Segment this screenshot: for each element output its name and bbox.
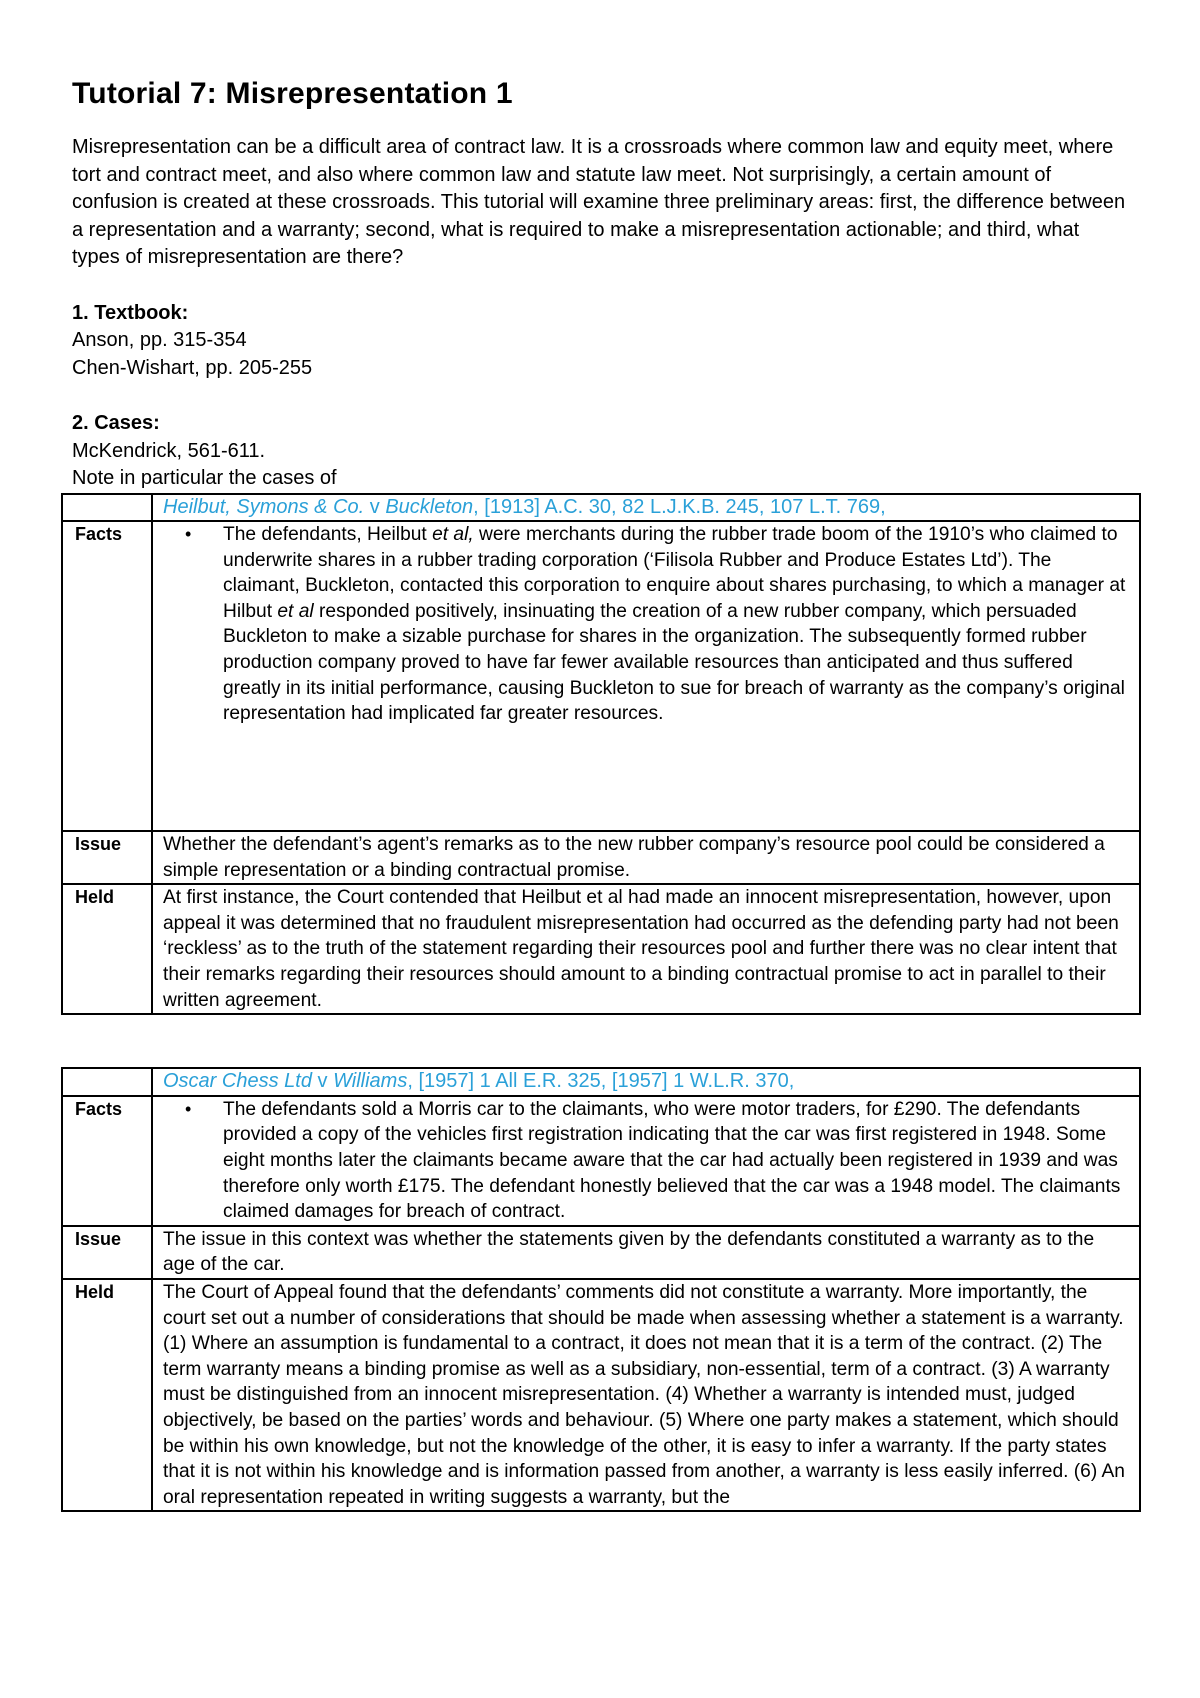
cases-reference: McKendrick, 561-611. (72, 439, 266, 462)
held-text: At first instance, the Court contended that Heilbut et al had made an innocent misrepresentation, however, upon appeal it was determined that no fraudulent misrepresentation had occurred as the defending party had not been ‘reckless’ as to the truth of the statement regarding their resources pool and further there was no clear intent that their remarks regarding their resources should amount to a binding contractual promise to act in parallel to their written agreement. (152, 884, 1140, 1014)
issue-text: Whether the defendant’s agent’s remarks as to the new rubber company’s resource pool could be considered a simple representation or a binding contractual promise. (152, 831, 1140, 884)
issue-text: The issue in this context was whether the statements given by the defendants constituted a warranty as to the age of the car. (152, 1226, 1140, 1279)
party-name: Oscar Chess Ltd (163, 1070, 312, 1093)
facts-row (62, 521, 1140, 831)
case-citation (152, 494, 1140, 522)
facts-row (62, 1096, 1140, 1226)
issue-row (62, 1226, 1140, 1279)
page-title: Tutorial 7: Misrepresentation 1 (72, 77, 513, 110)
bullet-item (163, 1097, 1131, 1225)
held-row (62, 884, 1140, 1014)
facts-label: Facts (62, 521, 152, 831)
held-text: The Court of Appeal found that the defendants’ comments did not constitute a warranty. More importantly, the court set out a number of considerations that should be made when assessing whether a statement is a warranty. (1) Where an assumption is fundamental to a contract, it does not mean that it is a term of the contract. (2) The term warranty means a binding promise as well as a subsidiary, non-essential, term of a contract. (3) A warranty must be distinguished from an innocent misrepresentation. (4) Whether a warranty is intended must, judged objectively, be based on the parties’ words and behaviour. (5) Where one party makes a statement, which should be within his own knowledge, but not the knowledge of the other, it is easy to infer a warranty. If the party states that it is not within his knowledge and is information passed from another, a warranty is less easily inferred. (6) An oral representation repeated in writing suggests a warranty, but the (152, 1279, 1140, 1511)
text-run: responded positively, insinuating the creation of a new rubber company, which persuaded Buckleton to make a sizable purchase for shares in the organization. The subsequently formed rubber production company proved to have far fewer available resources than anticipated and thus suffered greatly in its initial performance, causing Buckleton to sue for breach of warranty as the company’s original representation had implicated far greater resources. (223, 600, 1125, 725)
issue-label: Issue (62, 831, 152, 884)
case-citation (152, 1068, 1140, 1096)
citation-row (62, 1068, 1140, 1096)
facts-cell (152, 1096, 1140, 1226)
versus: v (311, 1070, 334, 1093)
bullet-item (163, 522, 1131, 727)
cases-note: Note in particular the cases of (72, 467, 337, 489)
textbook-heading: 1. Textbook: (72, 301, 189, 324)
citation-reference: , [1957] 1 All E.R. 325, [1957] 1 W.L.R. 370, (407, 1070, 795, 1093)
bullet-icon: • (185, 524, 192, 545)
issue-label: Issue (62, 1226, 152, 1279)
citation-row (62, 494, 1140, 522)
cases-heading: 2. Cases: (72, 412, 160, 434)
textbook-item: Anson, pp. 315-354 (72, 329, 247, 351)
held-label: Held (62, 884, 152, 1014)
case-table-oscar-chess (61, 1067, 1141, 1512)
issue-row (62, 831, 1140, 884)
empty-label-cell (62, 1068, 152, 1096)
facts-text: The defendants sold a Morris car to the claimants, who were motor traders, for £290. The defendants provided a copy of the vehicles first registration indicating that the car was first registered in 1948. Some eight months later the claimants became aware that the car had actually been registered in 1939 and was therefore only worth £175. The defendant honestly believed that the car was a 1948 model. The claimants claimed damages for breach of contract. (223, 1098, 1121, 1223)
document-page (72, 76, 1142, 1512)
text-run: The defendants, Heilbut (223, 524, 433, 546)
citation-reference: , [1913] A.C. 30, 82 L.J.K.B. 245, 107 L.T. 769, (473, 495, 886, 518)
party-name: Williams (333, 1070, 408, 1093)
empty-label-cell (62, 494, 152, 522)
textbook-item: Chen-Wishart, pp. 205-255 (72, 356, 313, 379)
facts-label: Facts (62, 1096, 152, 1226)
facts-cell (152, 521, 1140, 831)
text-run: et al (277, 600, 314, 622)
held-row (62, 1279, 1140, 1511)
facts-text (223, 522, 1131, 727)
case-table-heilbut (61, 493, 1141, 1016)
held-label: Held (62, 1279, 152, 1511)
intro-paragraph: Misrepresentation can be a difficult area of contract law. It is a crossroads where common law and equity meet, where tort and contract meet, and also where common law and statute law meet. Not surprisingly, a certain amount of confusion is created at these crossroads. This tutorial will examine three preliminary areas: first, the difference between a representation and a warranty; second, what is required to make a misrepresentation actionable; and third, what types of misrepresentation are there? (72, 136, 1126, 268)
bullet-icon: • (185, 1098, 192, 1119)
text-run: et al, (432, 524, 474, 546)
text-run: were merchants during the rubber trade boom of the 1910’s who claimed to underwrite shares in a rubber trading corporation (‘Filisola Rubber and Produce Estates Ltd’). The claimant, Buckleton, contacted this corporation to enquire about shares purchasing, to which a manager at Hilbut (223, 524, 1126, 622)
party-name: Buckleton (385, 495, 474, 518)
party-name: Heilbut, Symons & Co. (163, 495, 365, 518)
versus: v (364, 495, 386, 518)
